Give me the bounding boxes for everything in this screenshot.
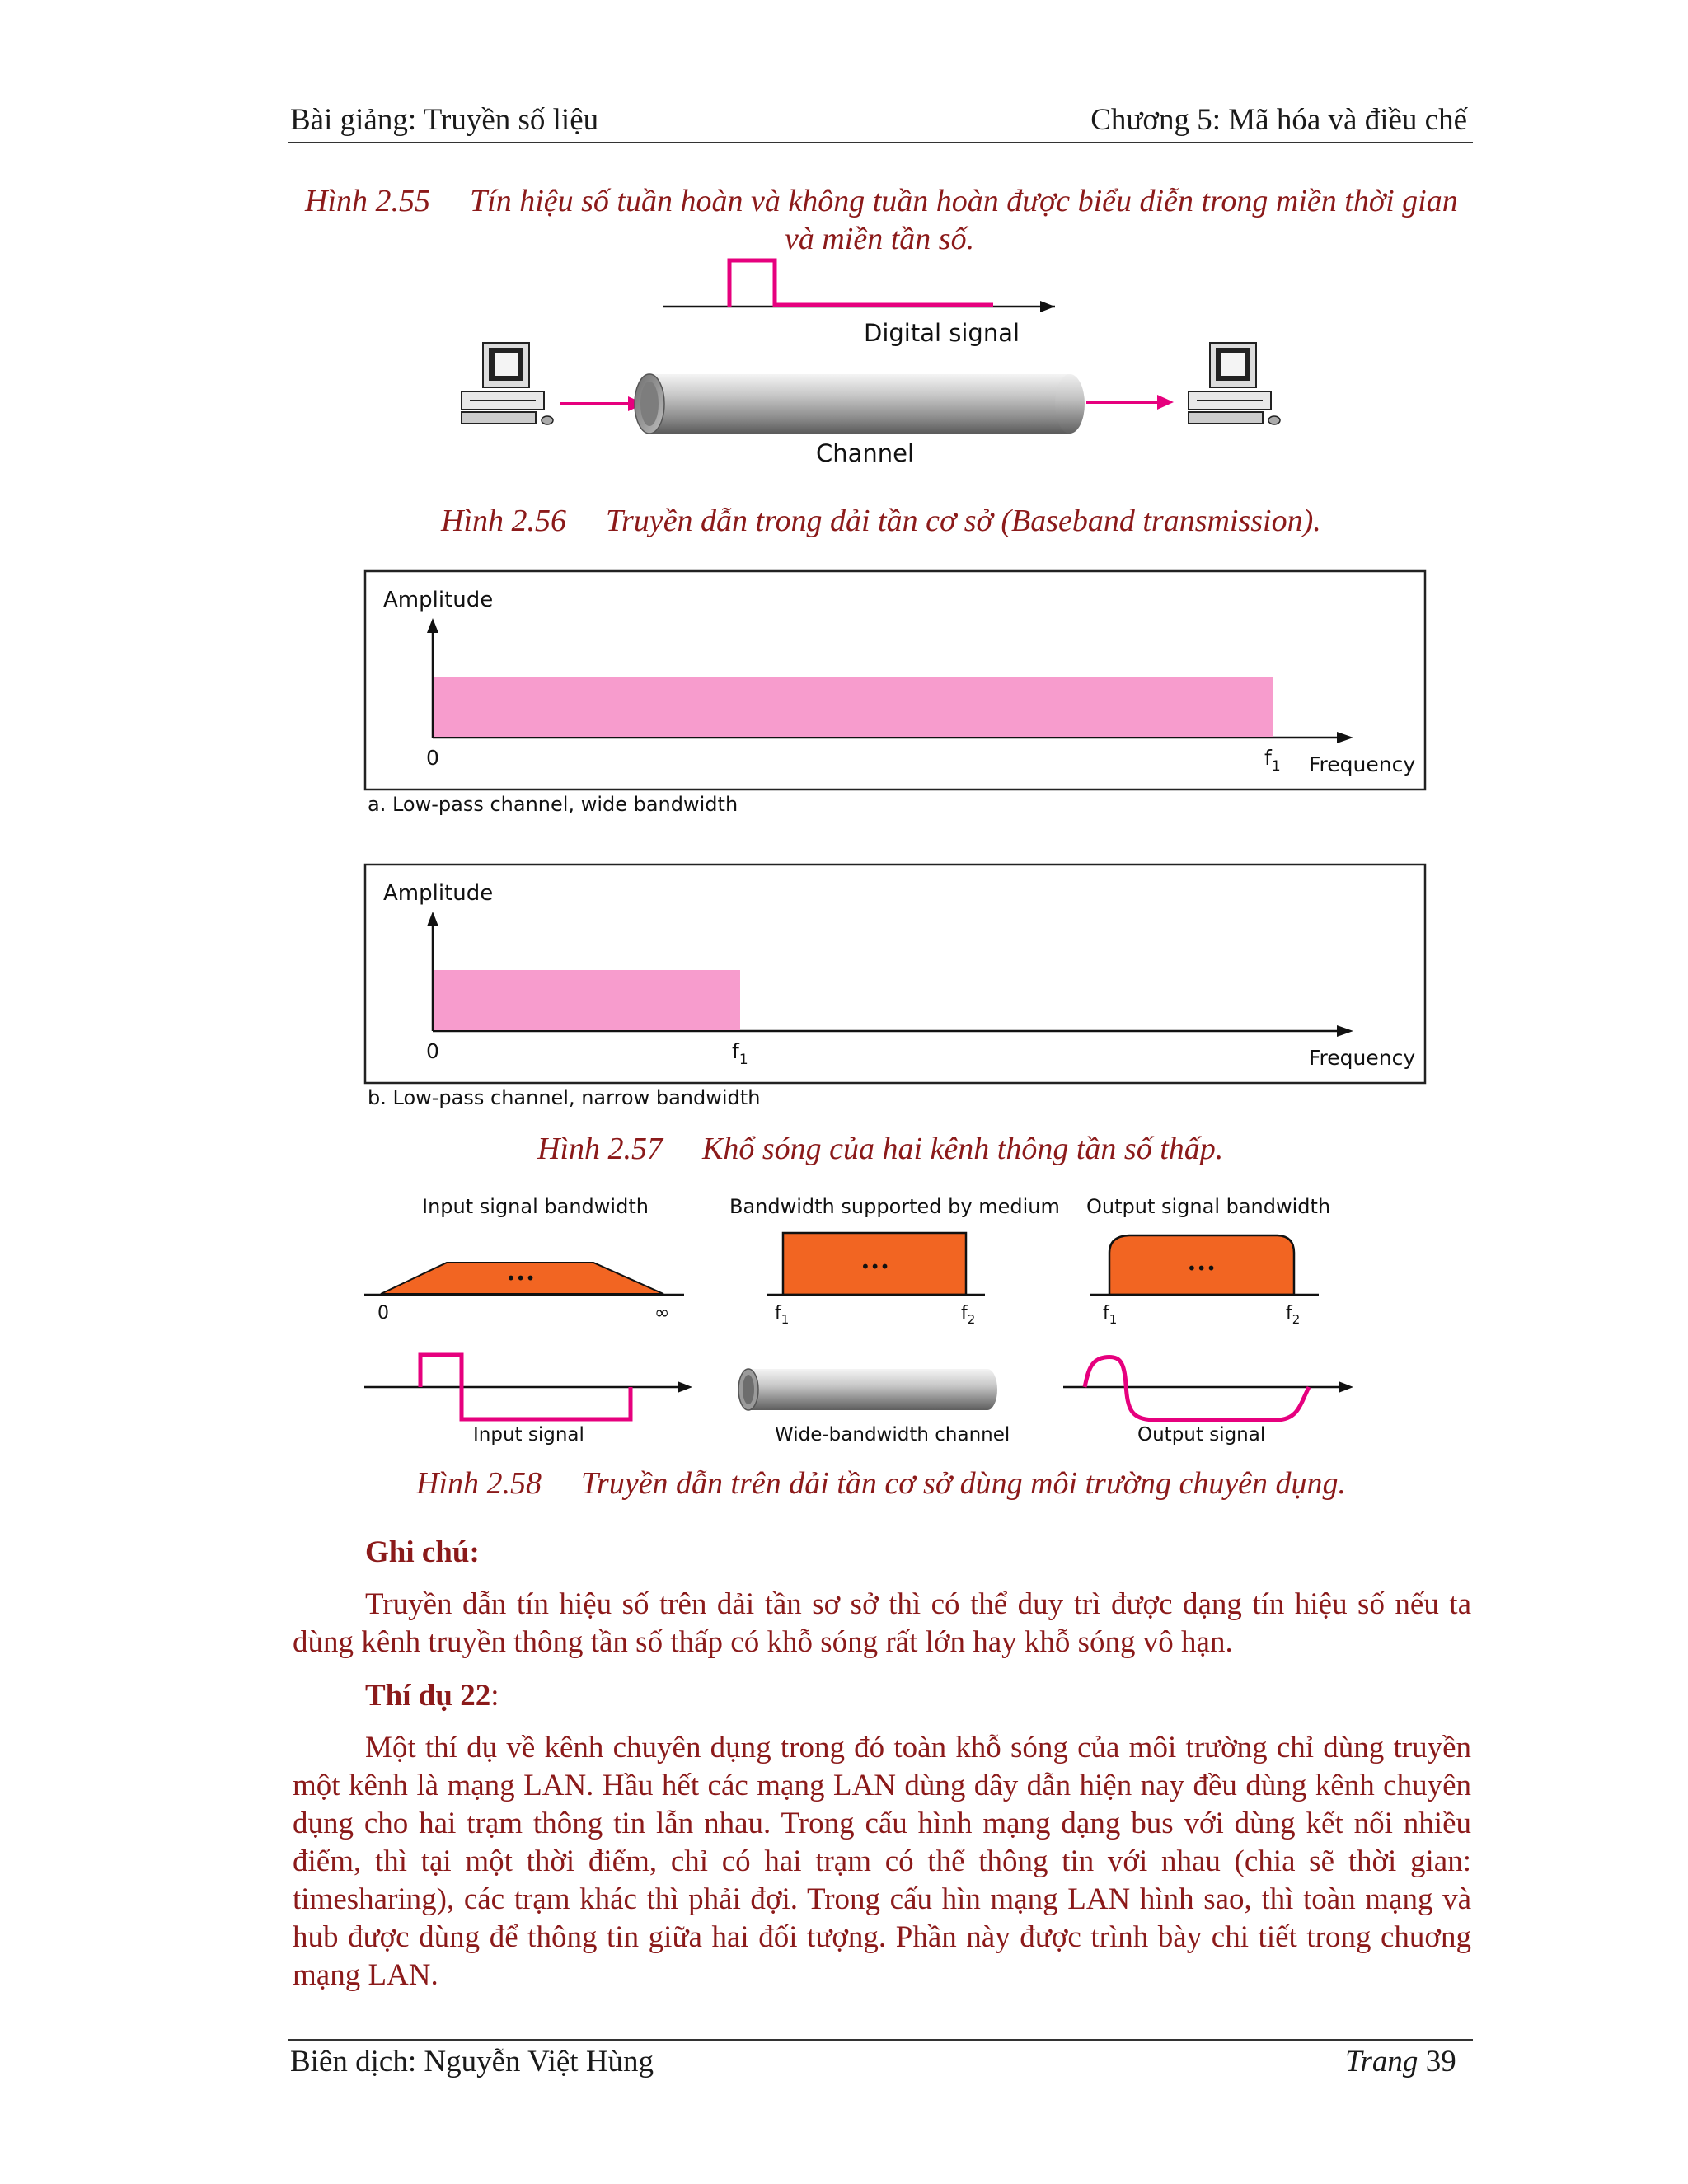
panel-a-caption: a. Low-pass channel, wide bandwidth — [368, 793, 738, 816]
example-paragraph: Một thí dụ về kênh chuyên dụng trong đó toàn khỗ sóng của môi trường chỉ dùng truyền một kênh là mạng LAN. Hầu hết các mạng LAN dùng dây dẫn hiện nay đều dùng kênh chuyên dụng cho hai trạm thông tin lẫn nhau. Trong cấu hình mạng dạng bus với dùng kết nối nhiều điểm, thì tại một thời điểm, chỉ có hai trạm có thể thông tin với nhau (chia sẽ thời gian: timesharing), các trạm khác thì phải đợi. Trong cấu hìn mạng LAN hình sao, thì toàn mạng và hub được dùng để thông tin giữa hai đối tượng. Phần này được trình bày chi tiết trong chuơng mạng LAN. — [293, 1731, 1471, 1992]
channel-label: Channel — [816, 439, 915, 467]
note-paragraph: Truyền dẫn tín hiệu số trên dải tần sơ sở thì có thể duy trì được dạng tín hiệu số nếu ta dùng kênh truyền thông tần số thấp có khỗ sóng rất lớn hay khỗ sóng vô hạn. — [293, 1587, 1471, 1659]
fig255-caption — [305, 183, 430, 219]
panel-b-xlabel: Frequency — [1309, 1046, 1416, 1070]
fig258-caption: Truyền dẫn trên dải tần cơ sở dùng môi trường chuyên dụng. — [581, 1466, 1347, 1501]
output-f1: $f_1$ — [1103, 1303, 1118, 1327]
example-heading-colon: : — [490, 1679, 499, 1713]
lowpass-wide-chart — [363, 569, 1434, 824]
sender-computer-icon — [462, 343, 553, 424]
footer-page — [1345, 2044, 1456, 2079]
panel-b-f1: $f_1$ — [732, 1039, 748, 1068]
input-infinity-label: ∞ — [654, 1303, 670, 1324]
header-right: Chương 5: Mã hóa và điều chế — [1090, 103, 1467, 137]
fig257-number: Hình 2.57 — [537, 1132, 663, 1166]
digital-signal-label: Digital signal — [864, 319, 1020, 347]
panel-b-ylabel: Amplitude — [383, 881, 494, 906]
medium-bw-title: Bandwidth supported by medium — [729, 1195, 1060, 1218]
medium-f1: $f_1$ — [775, 1303, 790, 1327]
input-signal-waveform — [364, 1355, 692, 1419]
footer-page-word: Trang — [1345, 2045, 1418, 2079]
output-f2: $f_2$ — [1286, 1303, 1301, 1327]
receiver-computer-icon — [1189, 343, 1280, 424]
fig258-number: Hình 2.58 — [416, 1466, 542, 1501]
output-signal-waveform — [1063, 1357, 1353, 1420]
panel-a-xlabel: Frequency — [1309, 752, 1416, 776]
panel-a-band — [434, 677, 1273, 737]
example-heading-text: Thí dụ 22 — [365, 1679, 491, 1713]
panel-b-origin: 0 — [426, 1039, 439, 1063]
header-rule — [288, 142, 1473, 143]
digital-signal-waveform — [663, 260, 1055, 312]
note-heading: Ghi chú: — [365, 1535, 480, 1569]
fig255-line1: Tín hiệu số tuần hoàn và không tuần hoàn được biểu diễn trong miền thời gian — [470, 184, 1458, 218]
footer-page-number: 39 — [1425, 2045, 1456, 2079]
fig257-caption: Khổ sóng của hai kênh thông tần số thấp. — [702, 1132, 1224, 1166]
output-dots: ••• — [1187, 1258, 1217, 1278]
panel-b-caption: b. Low-pass channel, narrow bandwidth — [368, 1086, 761, 1109]
lowpass-narrow-chart — [363, 862, 1434, 1118]
panel-a-ylabel: Amplitude — [383, 588, 494, 612]
input-bw-title: Input signal bandwidth — [422, 1195, 649, 1218]
input-zero-label: 0 — [377, 1303, 389, 1324]
channel-tube — [635, 374, 1085, 434]
channel-label-258: Wide-bandwidth channel — [775, 1424, 1010, 1446]
input-dots: ••• — [506, 1268, 536, 1288]
header-left: Bài giảng: Truyền số liệu — [290, 103, 599, 137]
fig256-number: Hình 2.56 — [441, 504, 566, 538]
output-bw-title: Output signal bandwidth — [1086, 1195, 1331, 1218]
baseband-transmission-diagram — [445, 247, 1335, 486]
panel-a-f1: $f_1$ — [1264, 746, 1281, 775]
input-signal-label: Input signal — [473, 1424, 584, 1446]
fig255-number: Hình 2.55 — [305, 184, 430, 218]
output-signal-label: Output signal — [1137, 1424, 1266, 1446]
input-arrow — [560, 396, 645, 411]
fig256-caption: Truyền dẫn trong dải tần cơ sở (Baseband transmission). — [606, 504, 1321, 538]
fig255-line2: và miền tần số. — [785, 222, 975, 256]
footer-left: Biên dịch: Nguyễn Việt Hùng — [290, 2045, 654, 2079]
panel-a-origin: 0 — [426, 746, 439, 770]
footer-rule — [288, 2039, 1473, 2041]
output-arrow — [1086, 395, 1174, 410]
example-heading — [365, 1678, 499, 1713]
panel-b-band — [434, 970, 740, 1030]
medium-f2: $f_2$ — [961, 1303, 976, 1327]
dedicated-medium-diagram — [354, 1187, 1385, 1451]
medium-dots: ••• — [860, 1257, 890, 1277]
wide-bandwidth-channel-tube — [738, 1369, 997, 1410]
